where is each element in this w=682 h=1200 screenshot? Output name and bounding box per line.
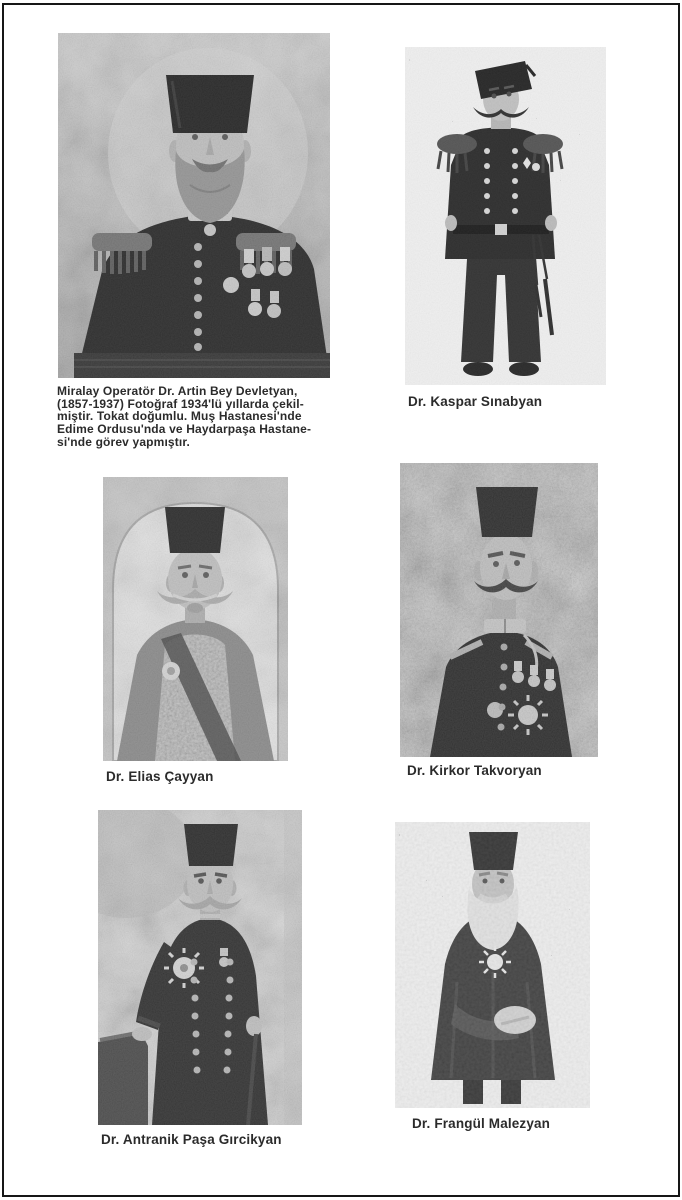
portrait-photo-kaspar-sinabyan xyxy=(405,47,606,385)
caption-line: miştir. Tokat doğumlu. Muş Hastanesi'nde xyxy=(57,409,302,424)
portrait-illustration xyxy=(395,822,590,1108)
caption-line: (1857-1937) Fotoğraf 1934'lü yıllarda çekil- xyxy=(57,396,304,411)
portrait-photo-antranik-pasa-gircikyan xyxy=(98,810,302,1125)
portrait-photo-elias-cayyan xyxy=(103,477,288,761)
caption-kirkor-takvoryan: Dr. Kirkor Takvoryan xyxy=(407,763,542,778)
caption-artin-bey-devletyan xyxy=(57,385,311,449)
portrait-photo-frangul-malezyan xyxy=(395,822,590,1108)
caption-frangul-malezyan: Dr. Frangül Malezyan xyxy=(412,1116,551,1131)
caption-antranik-pasa-gircikyan: Dr. Antranik Paşa Gırcikyan xyxy=(101,1132,282,1147)
portrait-illustration xyxy=(58,33,330,378)
caption-line: Miralay Operatör Dr. Artin Bey Devletyan, xyxy=(57,384,298,398)
caption-kaspar-sinabyan: Dr. Kaspar Sınabyan xyxy=(408,394,543,409)
caption-elias-cayyan: Dr. Elias Çayyan xyxy=(106,769,214,784)
portrait-photo-kirkor-takvoryan xyxy=(400,463,598,757)
portrait-photo-artin-bey-devletyan xyxy=(58,33,330,378)
portrait-illustration xyxy=(98,810,302,1125)
portrait-illustration xyxy=(103,477,288,761)
portrait-illustration xyxy=(405,47,606,385)
portrait-illustration xyxy=(400,463,598,757)
caption-line: Edime Ordusu'nda ve Haydarpaşa Hastane- xyxy=(57,422,312,437)
caption-line: si'nde görev yapmıştır. xyxy=(57,434,191,449)
